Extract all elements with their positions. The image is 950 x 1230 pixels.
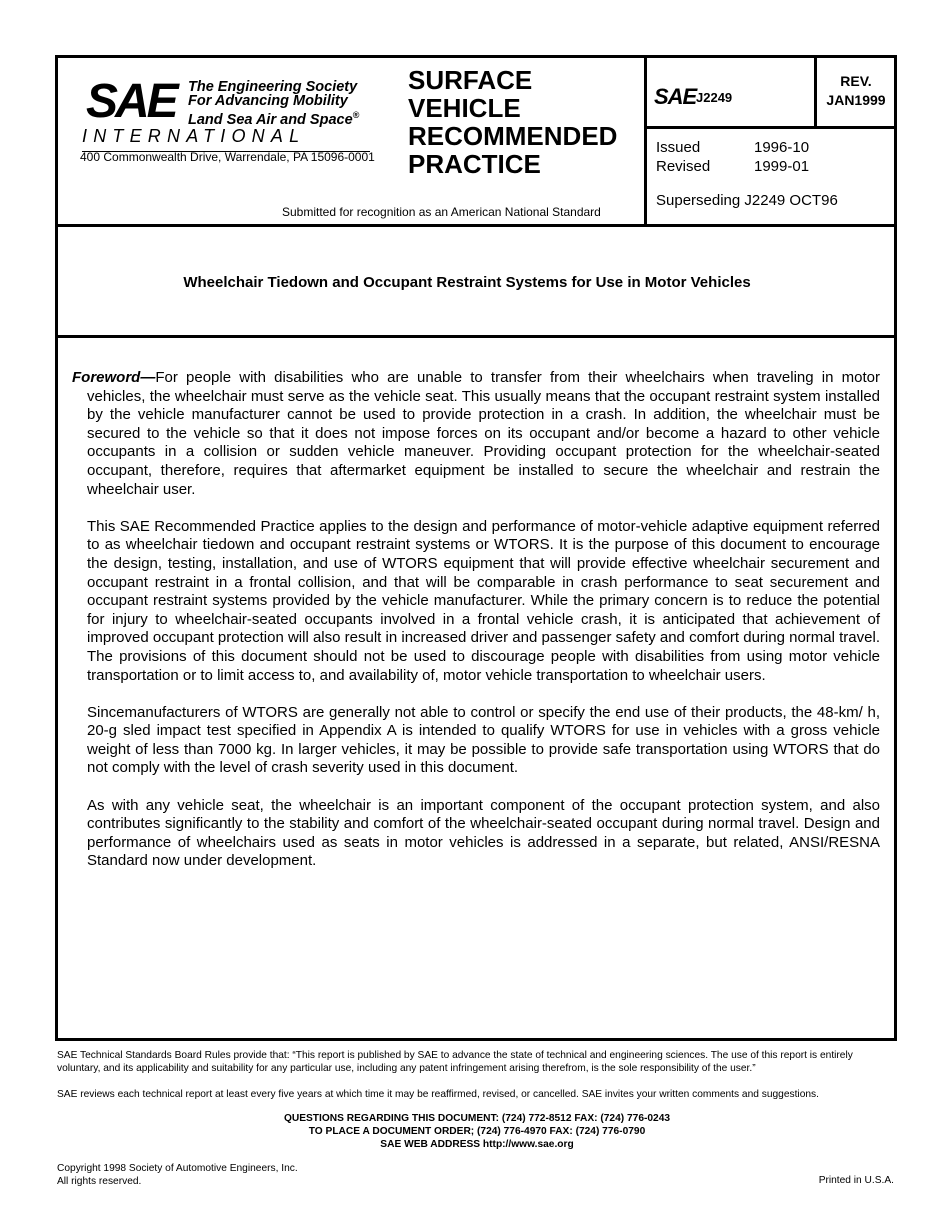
rev-label: REV.: [840, 73, 872, 89]
document-body: [72, 369, 880, 890]
rev-divider-vertical: [814, 58, 817, 128]
footer-order: TO PLACE A DOCUMENT ORDER; (724) 776-4970 FAX: (724) 776-0790: [308, 1126, 646, 1137]
sae-small-logo: SAE: [654, 84, 697, 109]
sae-logo-tagline: [188, 80, 378, 127]
revision-box: [818, 72, 894, 110]
paragraph-1-text: For people with disabilities who are unable to transfer from their wheelchairs when traveling in motor vehicles, the wheelchair must serve as the vehicle seat. This usually means that the occupant restraint system installed by the vehicle manufacturer cannot be used to provide protection in a crash. In addition, the wheelchair must be secured to the vehicle so that it does not impose forces on its occupant and/or become a hazard to other vehicle occupants in a collision or sudden vehicle maneuver. Providing occupant protection for the wheelchair-seated occupant, therefore, requires that aftermarket equipment be installed to secure the wheelchair and restrain the wheelchair user.: [87, 369, 880, 498]
doc-type-line-4: PRACTICE: [408, 149, 541, 179]
footer-review: SAE reviews each technical report at least every five years at which time it may be reaffirmed, revised, or cancelled. SAE invites your written comments and suggestions.: [57, 1089, 819, 1100]
sae-logo-international: INTERNATIONAL: [82, 126, 306, 146]
document-header: [58, 58, 894, 227]
sae-logo-mark: SAE: [86, 75, 176, 128]
document-number: J2249: [696, 90, 733, 105]
doc-type-line-3: RECOMMENDED: [408, 121, 618, 151]
document-frame: [55, 55, 897, 1041]
paragraph-4: As with any vehicle seat, the wheelchair is an important component of the occupant protection system, and also contributes significantly to the stability and comfort of the wheelchair-seated occupant during normal travel. Design and performance of wheelchairs used as seats in motor vehicles is addressed in a separate, but related, ANSI/RESNA Standard now under development.: [87, 796, 880, 870]
foreword-paragraph: [72, 369, 880, 499]
header-divider-vertical: [644, 58, 647, 224]
paragraph-2: This SAE Recommended Practice applies to the design and performance of motor-vehicle adaptive equipment referred to as wheelchair tiedown and occupant restraint systems or WTORS. It is the purpose of this document to encourage the design, testing, installation, and use of WTORS equipment that will provide effective wheelchair securement and occupant restraint in a frontal collision, and that will be comparable in crash performance to seat securement and occupant restraint systems provided by the vehicle manufacturer. While the primary concern is to reduce the potential for injury to wheelchair-seated occupants involved in a frontal vehicle crash, it is anticipated that achievement of improved occupant protection will also result in increased driver and passenger safety and comfort during normal travel. The provisions of this document should not be used to discourage people with disabilities from using motor vehicle transportation or to limit access to, and availability of, motor vehicle transportation to wheelchair users.: [87, 517, 880, 684]
issue-dates: [656, 138, 809, 176]
revised-value: 1999-01: [754, 158, 810, 175]
paragraph-3: Sincemanufacturers of WTORS are generally not able to control or specify the end use of their products, the 48-km/ h, 20-g sled impact test specified in Appendix A is intended to qualify WTORS for use in vehicles with a gross vehicle weight of less than 7000 kg. In larger vehicles, it may be possible to provide safe transportation using WTORS that do not comply with the level of crash severity used in this document.: [87, 703, 880, 777]
document-title: Wheelchair Tiedown and Occupant Restraint Systems for Use in Motor Vehicles: [183, 274, 751, 291]
footer-copyright: Copyright 1998 Society of Automotive Engineers, Inc.: [57, 1163, 298, 1174]
issued-label: Issued: [656, 139, 701, 156]
superseding-note: Superseding J2249 OCT96: [656, 192, 838, 209]
revised-label: Revised: [656, 158, 711, 175]
document-type: [408, 66, 617, 178]
submitted-note: Submitted for recognition as an American National Standard: [282, 205, 601, 219]
issued-value: 1996-10: [754, 139, 810, 156]
footer-rules: SAE Technical Standards Board Rules provide that: “This report is published by SAE to advance the state of technical and engineering sciences. The use of this report is entirely voluntary, and its applicability and suitability for any particular use, including any patent infringement arising therefrom, is the sole responsibility of the user.”: [57, 1050, 853, 1074]
revised-row: [656, 157, 809, 176]
title-row: [58, 227, 894, 338]
doc-type-line-2: VEHICLE: [408, 93, 521, 123]
doc-type-line-1: SURFACE: [408, 65, 533, 95]
footer-questions: QUESTIONS REGARDING THIS DOCUMENT: (724) 772-8512 FAX: (724) 776-0243: [283, 1113, 671, 1124]
sae-address: 400 Commonwealth Drive, Warrendale, PA 15096-0001: [80, 150, 375, 164]
issued-row: [656, 138, 809, 157]
tagline-line-3: Land Sea Air and Space®: [188, 110, 360, 128]
footer-rights: All rights reserved.: [57, 1176, 142, 1187]
foreword-label: Foreword—: [72, 369, 156, 386]
footer-web: SAE WEB ADDRESS http://www.sae.org: [380, 1139, 574, 1150]
registered-mark: ®: [352, 110, 360, 120]
rev-date: JAN1999: [826, 92, 886, 108]
footer-printed: Printed in U.S.A.: [818, 1175, 894, 1186]
tagline-line-2: For Advancing Mobility: [188, 93, 348, 109]
tagline-line-1: The Engineering Society: [188, 79, 358, 95]
header-divider-horizontal: [644, 126, 894, 129]
